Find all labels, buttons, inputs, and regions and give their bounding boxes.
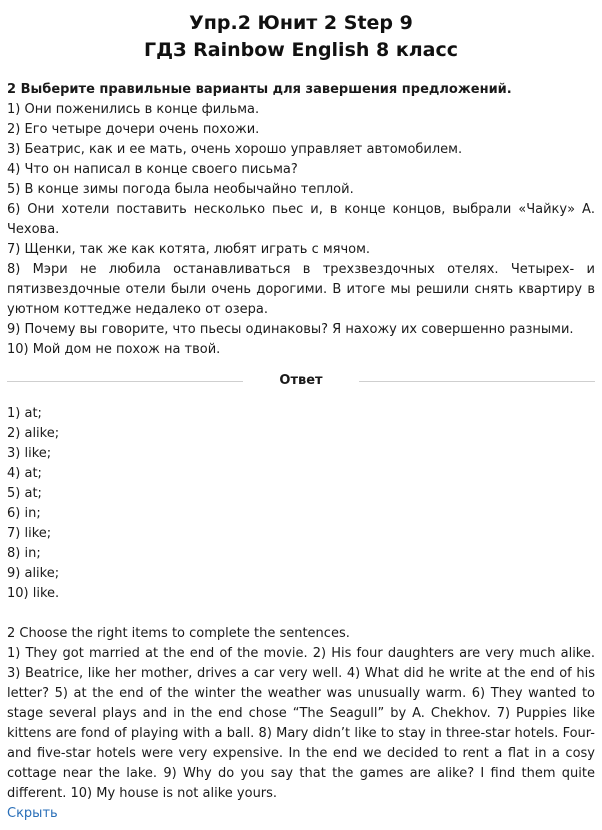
task-sentence-8: 8) Мэри не любила останавливаться в трехзвездочных отелях. Четырех- и пятизвездочные отели были очень дорогими. В итоге мы решили снять квартиру в уютном коттедже недалеко от озера. xyxy=(7,262,595,317)
task-block xyxy=(7,80,595,360)
task-sentence-6: 6) Они хотели поставить несколько пьес и, в конце концов, выбрали «Чайку» А. Чехова. xyxy=(7,202,595,237)
title-line-2: ГДЗ Rainbow English 8 класс xyxy=(143,39,459,61)
page-title xyxy=(7,10,595,64)
english-heading: 2 Choose the right items to complete the sentences. xyxy=(7,626,350,641)
task-sentence-5: 5) В конце зимы погода была необычайно теплой. xyxy=(7,182,354,197)
answer-item-9: 9) alike; xyxy=(7,566,60,581)
task-sentence-1: 1) Они поженились в конце фильма. xyxy=(7,102,260,117)
task-heading: 2 Выберите правильные варианты для завершения предложений. xyxy=(7,82,512,97)
task-sentence-7: 7) Щенки, так же как котята, любят играть с мячом. xyxy=(7,242,371,257)
answer-item-8: 8) in; xyxy=(7,546,41,561)
task-sentence-4: 4) Что он написал в конце своего письма? xyxy=(7,162,298,177)
answer-item-3: 3) like; xyxy=(7,446,52,461)
answer-item-2: 2) alike; xyxy=(7,426,60,441)
answer-item-6: 6) in; xyxy=(7,506,41,521)
task-sentence-9: 9) Почему вы говорите, что пьесы одинаковы? Я нахожу их совершенно разными. xyxy=(7,322,574,337)
task-sentence-3: 3) Беатрис, как и ее мать, очень хорошо управляет автомобилем. xyxy=(7,142,463,157)
answer-divider xyxy=(7,371,595,391)
answer-item-1: 1) at; xyxy=(7,406,42,421)
answer-item-7: 7) like; xyxy=(7,526,52,541)
answer-item-10: 10) like. xyxy=(7,586,60,601)
task-sentence-2: 2) Его четыре дочери очень похожи. xyxy=(7,122,260,137)
english-text: 1) They got married at the end of the movie. 2) His four daughters are very much alike. 3) Beatrice, like her mother, drives a car very well. 4) What did he write at the end of his letter? 5) at the end of the winter the weather was unusually warm. 6) They wanted to stage several plays and in the end chose “The Seagull” by A. Chekhov. 7) Puppies like kittens are fond of playing with a ball. 8) Mary didn’t like to stay in three-star hotels. Four- and five-star hotels were very expensive. In the end we decided to rent a flat in a cosy cottage near the lake. 9) Why do you say that the games are alike? I find them quite different. 10) My house is not alike yours. xyxy=(7,646,595,801)
english-block xyxy=(7,624,595,804)
divider-rule-left xyxy=(7,381,243,382)
answer-item-4: 4) at; xyxy=(7,466,42,481)
title-line-1: Упр.2 Юнит 2 Step 9 xyxy=(189,12,413,34)
answer-list xyxy=(7,404,595,604)
answer-label: Ответ xyxy=(279,373,323,388)
divider-rule-right xyxy=(359,381,595,382)
answer-item-5: 5) at; xyxy=(7,486,42,501)
task-sentence-10: 10) Мой дом не похож на твой. xyxy=(7,342,221,357)
hide-link[interactable]: Скрыть xyxy=(7,806,58,821)
